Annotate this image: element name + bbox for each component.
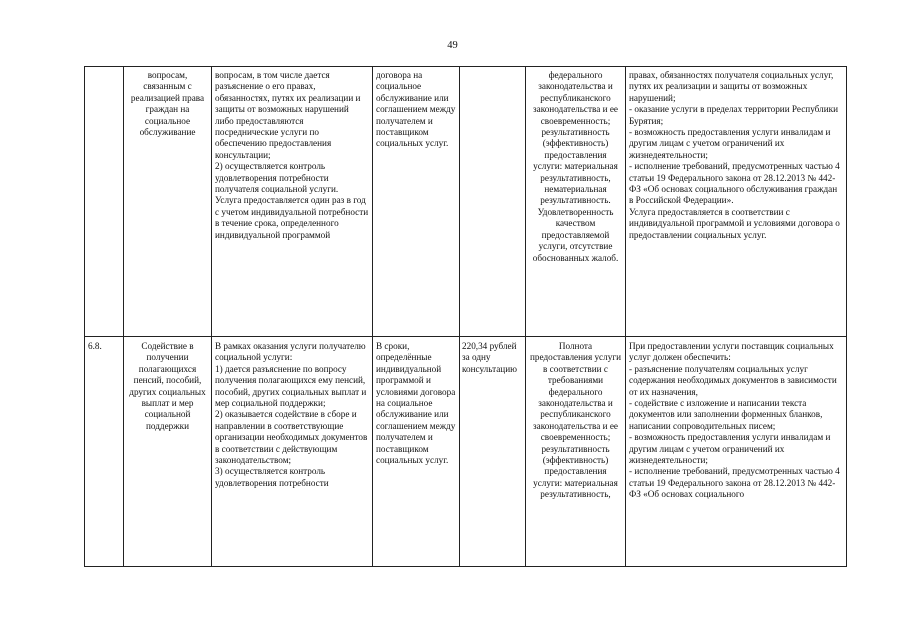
table-row — [85, 337, 847, 567]
service-name-cell: Содействие в получении полагающихся пенсий, пособий, других социальных выплат и мер социальной поддержки — [124, 337, 212, 567]
service-terms-cell: договора на социальное обслуживание или соглашением между получателем и поставщиком социальных услуг. — [373, 67, 460, 337]
service-conditions-cell — [626, 67, 847, 337]
conditions-line: правах, обязанностях получателя социальных услуг, путях их реализации и защиты от возможных нарушений; — [629, 70, 834, 103]
service-terms-cell: В сроки, определённые индивидуальной программой и условиями договора на социальное обслуживание или соглашением между получателем и поставщиком социальных услуг. — [373, 337, 460, 567]
description-line: 1) дается разъяснение по вопросу получения полагающихся ему пенсий, пособий, других социальных выплат и мер социальной поддержки; — [215, 363, 367, 409]
page-number: 49 — [447, 40, 458, 51]
description-line: вопросам, в том числе дается разъяснение о его правах, обязанностях, путях их реализации и защиты от возможных нарушений либо предоставляются посреднические услуги по обеспечению предоставления консультации; — [215, 70, 361, 160]
quality-indicators-cell: Полнота предоставления услуги в соответствии с требованиями федерального законодательства и республиканского законодательства и ее своевременность; результативность (эффективность) предоставления услуги: материальная результативность, — [526, 337, 626, 567]
service-cost-cell — [460, 67, 526, 337]
service-cost-cell: 220,34 рублей за одну консультацию — [460, 337, 526, 567]
table-row — [85, 67, 847, 337]
conditions-line: - возможность предоставления услуги инвалидам и другим лицам с учетом ограничений их жизнедеятельности; — [629, 432, 831, 466]
conditions-line: - разъяснение получателям социальных услуг содержания необходимых документов в зависимости от их назначения, — [629, 363, 837, 397]
conditions-line: - исполнение требований, предусмотренных частью 4 статьи 19 Федерального закона от 28.12.2013 № 442-ФЗ «Об основах социального — [629, 466, 840, 500]
conditions-line: Услуга предоставляется в соответствии с индивидуальной программой и условиями договора о предоставлении социальных услуг. — [629, 206, 840, 240]
description-line: 2) оказывается содействие в сборе и направлении в соответствующие организации необходимых документов в соответствии с действующим законодательством; — [215, 409, 368, 466]
conditions-line: При предоставлении услуги поставщик социальных услуг должен обеспечить: — [629, 341, 834, 363]
description-line: 3) осуществляется контроль удовлетворения потребности — [215, 466, 329, 488]
service-code-cell — [85, 67, 124, 337]
conditions-line: - возможность предоставления услуги инвалидам и другим лицам с учетом ограничений их жизнедеятельности; — [629, 127, 831, 160]
quality-indicators-cell: федерального законодательства и республиканского законодательства и ее своевременность; результативность (эффективность) предоставления услуги: материальная результативность, нематериальная результативность. Удовлетворенность качеством предоставляемой услуги, отсутствие обоснованных жалоб. — [526, 67, 626, 337]
conditions-line: - содействие с изложение и написании текста документов или заполнении форменных бланков, написании сопроводительных писем; — [629, 398, 823, 431]
service-description-cell — [212, 67, 373, 337]
conditions-line: - исполнение требований, предусмотренных частью 4 статьи 19 Федерального закона от 28.12.2013 № 442-ФЗ «Об основах социального обслуживания граждан в Российской Федерации». — [629, 161, 840, 206]
service-code-cell: 6.8. — [85, 337, 124, 567]
conditions-line: - оказание услуги в пределах территории Республики Бурятия; — [629, 104, 839, 126]
services-table — [84, 66, 847, 567]
description-line: 2) осуществляется контроль удовлетворения потребности получателя социальной услуги. — [215, 161, 339, 195]
description-line: Услуга предоставляется один раз в год с учетом индивидуальной потребности в течение срока, определенного индивидуальной программой — [215, 195, 369, 240]
service-description-cell — [212, 337, 373, 567]
service-conditions-cell — [626, 337, 847, 567]
description-line: В рамках оказания услуги получателю социальной услуги: — [215, 341, 366, 363]
service-name-cell: вопросам, связанным с реализацией права граждан на социальное обслуживание — [124, 67, 212, 337]
